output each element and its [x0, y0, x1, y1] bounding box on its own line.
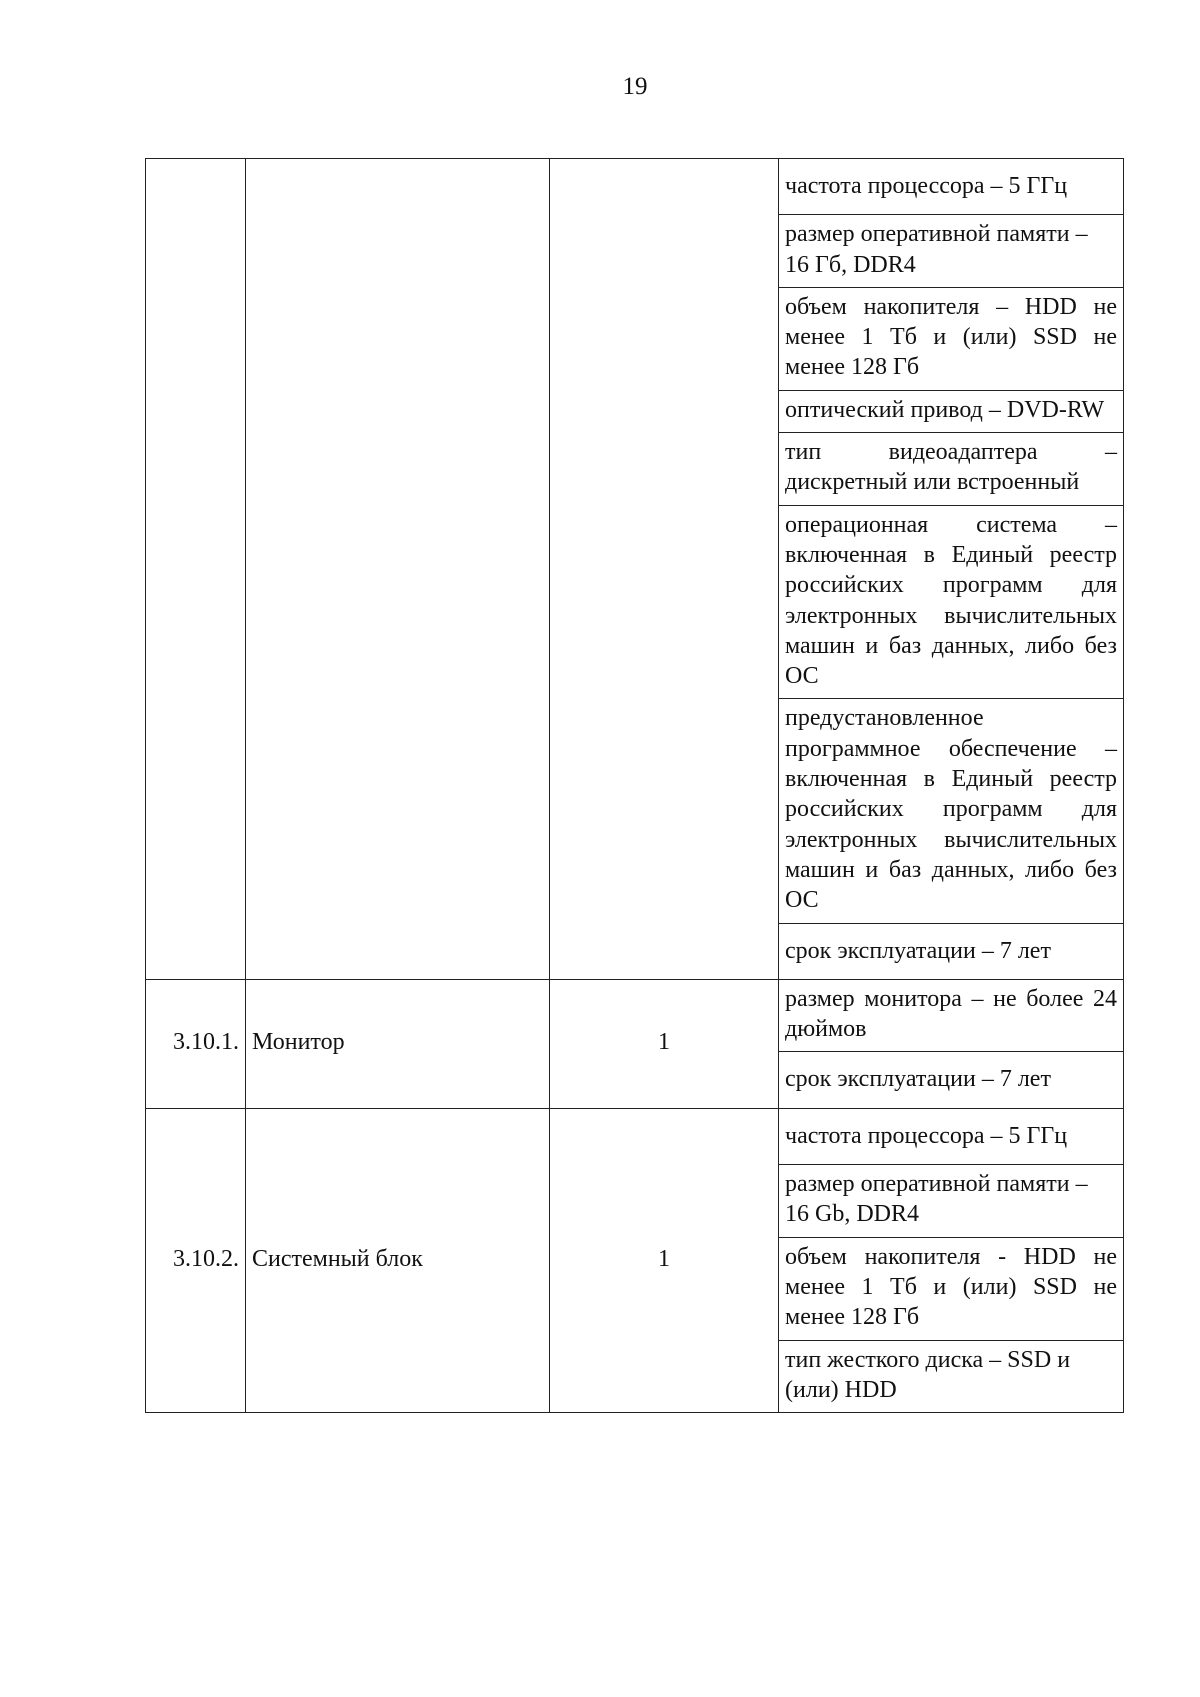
specification-table: [145, 158, 1124, 1413]
number-cell: 3.10.2.: [146, 1108, 246, 1412]
table-row: [146, 979, 1124, 1052]
spec-cell: предустановленное программное обеспечение – включенная в Единый реестр российских программ для электронных вычислительных машин и баз данных, либо без ОС: [779, 699, 1124, 923]
spec-cell: размер оперативной памяти – 16 Gb, DDR4: [779, 1165, 1124, 1238]
spec-cell: частота процессора – 5 ГГц: [779, 1108, 1124, 1164]
table-row: [146, 1108, 1124, 1164]
spec-cell: срок эксплуатации – 7 лет: [779, 1052, 1124, 1108]
name-cell: Монитор: [246, 979, 550, 1108]
spec-cell: тип жесткого диска – SSD и (или) HDD: [779, 1340, 1124, 1413]
spec-cell: тип видеоадаптера – дискретный или встроенный: [779, 433, 1124, 506]
quantity-cell: 1: [550, 979, 779, 1108]
spec-cell: операционная система – включенная в Единый реестр российских программ для электронных вычислительных машин и баз данных, либо без ОС: [779, 505, 1124, 699]
spec-cell: размер оперативной памяти – 16 Гб, DDR4: [779, 215, 1124, 288]
quantity-cell: [550, 159, 779, 980]
number-cell: 3.10.1.: [146, 979, 246, 1108]
page-number: 19: [622, 73, 648, 100]
name-cell: [246, 159, 550, 980]
spec-cell: размер монитора – не более 24 дюймов: [779, 979, 1124, 1052]
quantity-cell: 1: [550, 1108, 779, 1412]
table-row: [146, 159, 1124, 215]
spec-cell: оптический привод – DVD-RW: [779, 390, 1124, 432]
spec-cell: срок эксплуатации – 7 лет: [779, 923, 1124, 979]
spec-cell: объем накопителя – HDD не менее 1 Тб и (или) SSD не менее 128 Гб: [779, 287, 1124, 390]
name-cell: Системный блок: [246, 1108, 550, 1412]
number-cell: [146, 159, 246, 980]
spec-cell: объем накопителя - HDD не менее 1 Тб и (или) SSD не менее 128 Гб: [779, 1237, 1124, 1340]
spec-cell: частота процессора – 5 ГГц: [779, 159, 1124, 215]
